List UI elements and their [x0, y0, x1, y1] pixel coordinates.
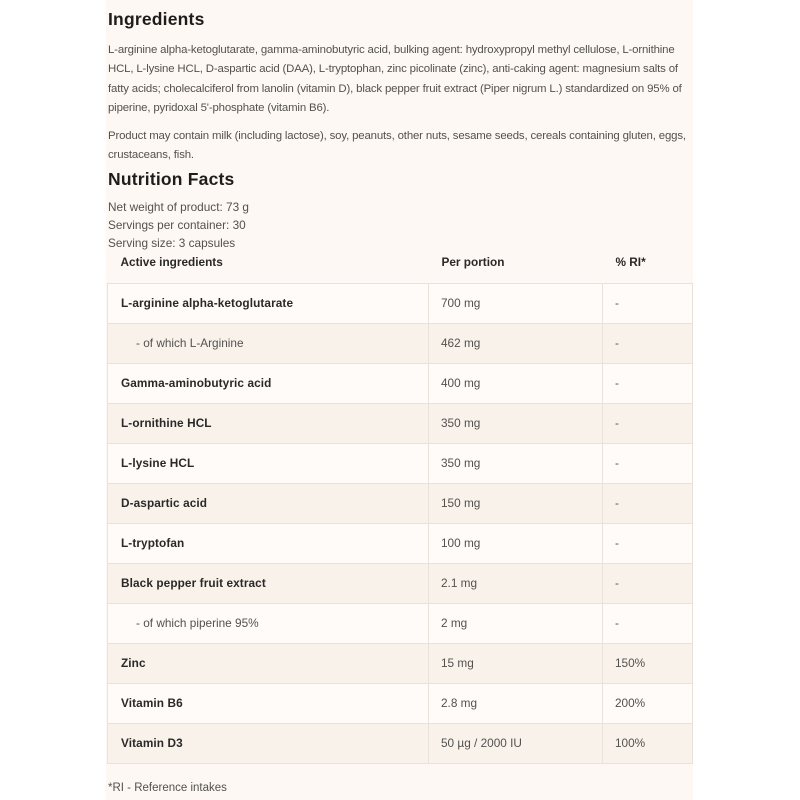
column-header-active-ingredients: Active ingredients	[120, 254, 223, 269]
ri-percent-cell: -	[603, 603, 693, 643]
ri-percent-cell: -	[603, 523, 693, 563]
table-row	[108, 723, 693, 763]
per-portion-cell: 2.8 mg	[429, 683, 603, 723]
ri-percent-cell: -	[603, 443, 693, 483]
serving-info-block	[108, 198, 693, 252]
ingredient-name-cell: L-tryptofan	[108, 523, 429, 563]
net-weight-line: Net weight of product: 73 g	[108, 199, 249, 214]
ingredients-heading: Ingredients	[108, 9, 205, 29]
nutrition-facts-heading: Nutrition Facts	[108, 168, 235, 189]
active-ingredients-table	[107, 252, 693, 764]
ingredient-name-cell: - of which piperine 95%	[108, 603, 429, 643]
servings-per-container-line: Servings per container: 30	[108, 217, 246, 232]
ingredient-name-cell: - of which L-Arginine	[108, 323, 429, 363]
column-header-ri: % RI*	[615, 254, 646, 269]
table-row	[108, 603, 693, 643]
reference-intakes-footnote: *RI - Reference intakes	[108, 781, 227, 794]
ri-percent-cell: 100%	[603, 723, 693, 763]
ri-percent-cell: -	[603, 323, 693, 363]
ri-percent-cell: -	[603, 283, 693, 323]
ri-percent-cell: -	[603, 403, 693, 443]
per-portion-cell: 400 mg	[429, 363, 603, 403]
ingredient-name-cell: D-aspartic acid	[108, 483, 429, 523]
table-row	[108, 523, 693, 563]
table-header-row	[108, 252, 693, 284]
serving-size-line: Serving size: 3 capsules	[108, 235, 236, 250]
table-row	[108, 403, 693, 443]
table-row	[108, 363, 693, 403]
ingredient-name-cell: Black pepper fruit extract	[108, 563, 429, 603]
ingredients-composition-text: L-arginine alpha-ketoglutarate, gamma-aminobutyric acid, bulking agent: hydroxypropyl methyl cellulose, L-ornithine HCL, L-lysine HCL, D-aspartic acid (DAA), L-tryptophan, zinc picolinate (zinc), anti-caking agent: magnesium salts of fatty acids; cholecalciferol from lanolin (vitamin D), black pepper fruit extract (Piper nigrum L.) standardized on 95% of piperine, pyridoxal 5'-phosphate (vitamin B6).	[108, 44, 682, 114]
ingredient-name-cell: Zinc	[108, 643, 429, 683]
ingredient-name-cell: Gamma-aminobutyric acid	[108, 363, 429, 403]
per-portion-cell: 462 mg	[429, 323, 603, 363]
per-portion-cell: 150 mg	[429, 483, 603, 523]
ri-percent-cell: -	[603, 483, 693, 523]
allergen-notice-text: Product may contain milk (including lactose), soy, peanuts, other nuts, sesame seeds, cereals containing gluten, eggs, crustaceans, fish.	[108, 130, 686, 162]
ingredient-name-cell: Vitamin D3	[108, 723, 429, 763]
ri-percent-cell: 200%	[603, 683, 693, 723]
ingredient-name-cell: Vitamin B6	[108, 683, 429, 723]
ingredient-name-cell: L-ornithine HCL	[108, 403, 429, 443]
per-portion-cell: 700 mg	[429, 283, 603, 323]
per-portion-cell: 15 mg	[429, 643, 603, 683]
per-portion-cell: 2.1 mg	[429, 563, 603, 603]
table-row	[108, 443, 693, 483]
table-row	[108, 643, 693, 683]
ri-percent-cell: -	[603, 363, 693, 403]
per-portion-cell: 2 mg	[429, 603, 603, 643]
ri-percent-cell: -	[603, 563, 693, 603]
table-row	[108, 483, 693, 523]
per-portion-cell: 50 µg / 2000 IU	[429, 723, 603, 763]
per-portion-cell: 350 mg	[429, 403, 603, 443]
product-description-panel	[106, 0, 693, 800]
table-row	[108, 283, 693, 323]
ingredient-name-cell: L-lysine HCL	[108, 443, 429, 483]
per-portion-cell: 100 mg	[429, 523, 603, 563]
column-header-per-portion: Per portion	[441, 254, 505, 269]
table-row	[108, 683, 693, 723]
ri-percent-cell: 150%	[603, 643, 693, 683]
table-row	[108, 563, 693, 603]
table-row	[108, 323, 693, 363]
ingredient-name-cell: L-arginine alpha-ketoglutarate	[108, 283, 429, 323]
per-portion-cell: 350 mg	[429, 443, 603, 483]
table-body	[108, 283, 693, 763]
